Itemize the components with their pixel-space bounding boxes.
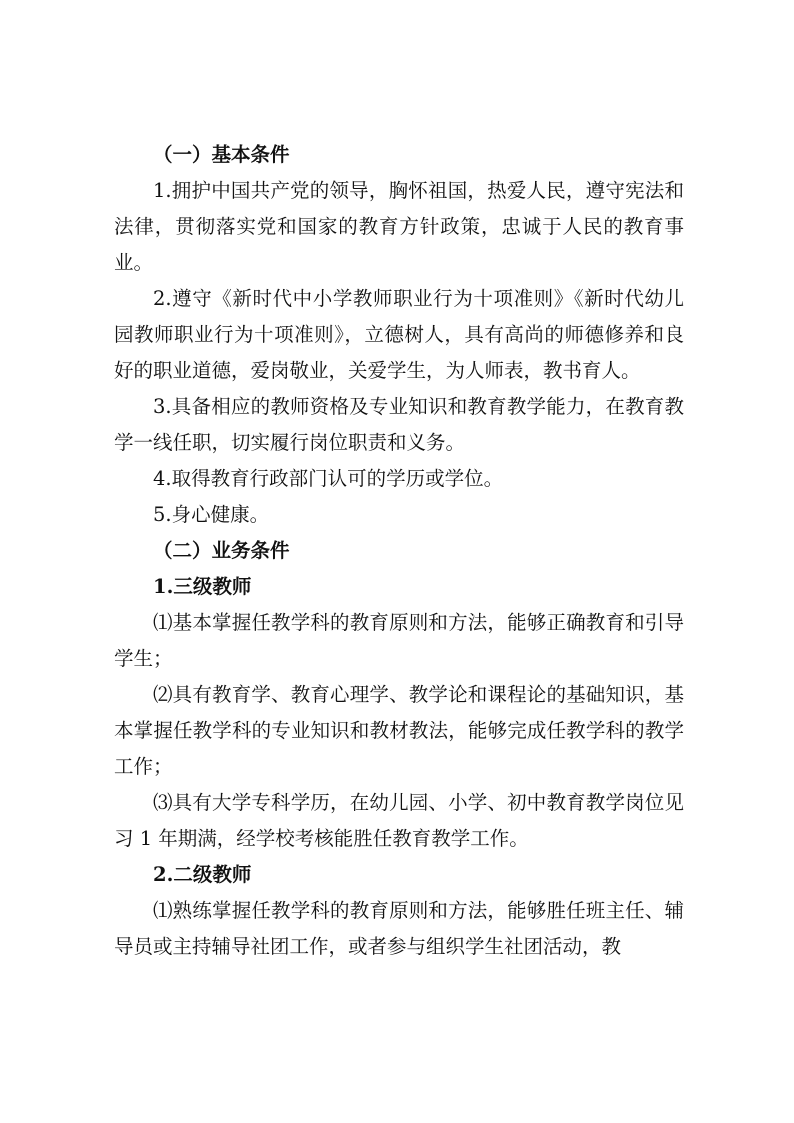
- paragraph-item-1: 1.拥护中国共产党的领导，胸怀祖国，热爱人民，遵守宪法和法律，贯彻落实党和国家的教育方针政策，忠诚于人民的教育事业。: [114, 179, 684, 274]
- section-heading-business-conditions: （二）业务条件: [153, 539, 290, 562]
- paragraph-item-2: 2.遵守《新时代中小学教师职业行为十项准则》《新时代幼儿园教师职业行为十项准则》，立德树人，具有高尚的师德修养和良好的职业道德，爱岗敬业，关爱学生，为人师表，教书育人。: [114, 287, 684, 382]
- subheading-second-level-teacher: 2.二级教师: [153, 863, 252, 886]
- subheading-third-level-teacher: 1.三级教师: [153, 575, 252, 598]
- paragraph-third-level-2: ⑵具有教育学、教育心理学、教学论和课程论的基础知识，基本掌握任教学科的专业知识和教材教法，能够完成任教学科的教学工作；: [114, 683, 684, 778]
- paragraph-second-level-1: ⑴熟练掌握任教学科的教育原则和方法，能够胜任班主任、辅导员或主持辅导社团工作，或者参与组织学生社团活动，教: [114, 899, 684, 958]
- paragraph-item-3: 3.具备相应的教师资格及专业知识和教育教学能力，在教育教学一线任职，切实履行岗位职责和义务。: [114, 395, 684, 454]
- paragraph-third-level-3: ⑶具有大学专科学历，在幼儿园、小学、初中教育教学岗位见习 1 年期满，经学校考核能胜任教育教学工作。: [114, 791, 684, 850]
- paragraph-item-4: 4.取得教育行政部门认可的学历或学位。: [153, 467, 504, 490]
- document-body: [114, 137, 684, 965]
- paragraph-item-5: 5.身心健康。: [153, 503, 270, 526]
- paragraph-third-level-1: ⑴基本掌握任教学科的教育原则和方法，能够正确教育和引导学生；: [114, 611, 684, 670]
- section-heading-basic-conditions: （一）基本条件: [153, 143, 290, 166]
